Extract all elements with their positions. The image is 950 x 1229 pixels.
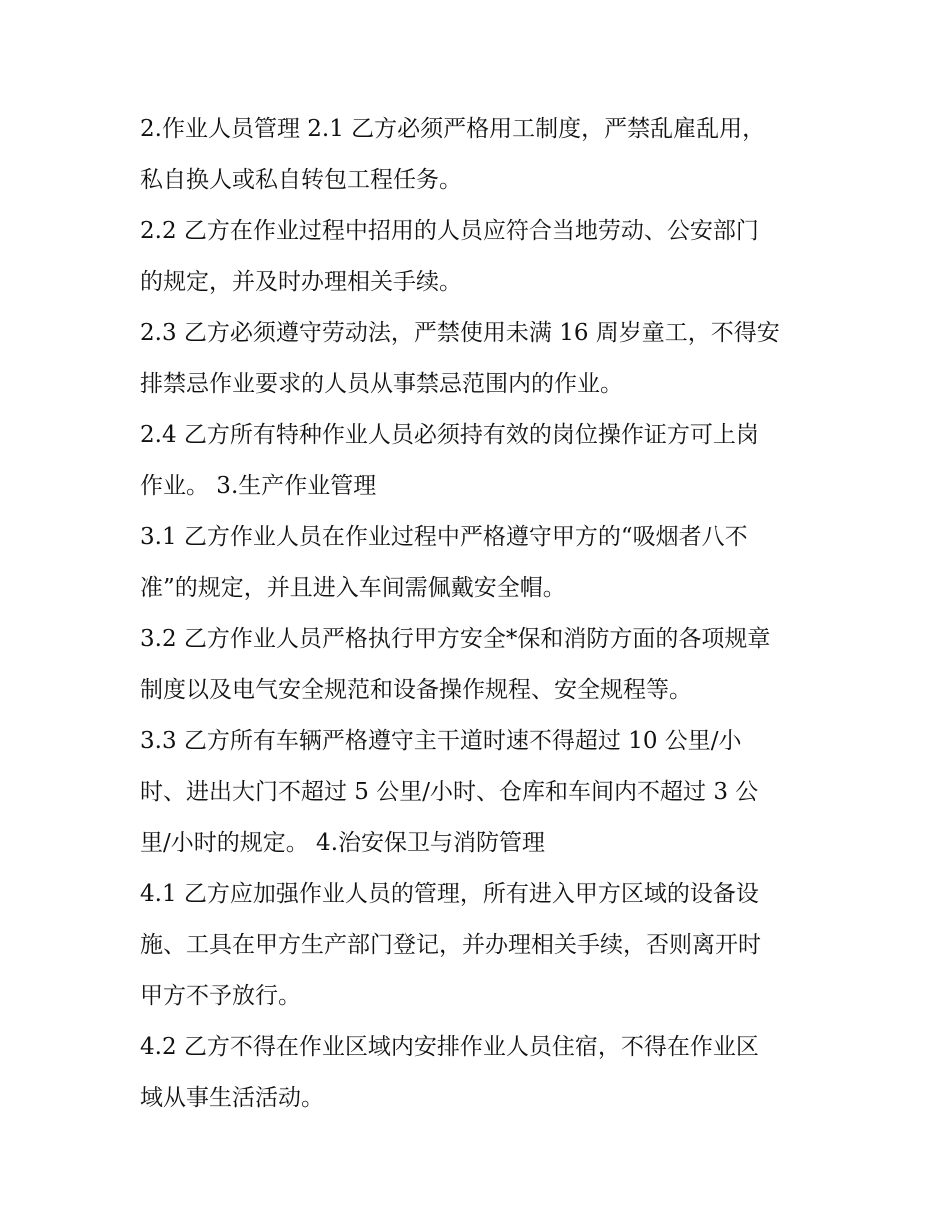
text-line: 4.2 乙方不得在作业区域内安排作业人员住宿，不得在作业区 [140, 1034, 759, 1060]
text-line: 域从事生活活动。 [140, 1085, 324, 1111]
text-line: 时、进出大门不超过 5 公里/小时、仓库和车间内不超过 3 公 [140, 779, 759, 805]
document-body [140, 104, 820, 1124]
text-line: 作业。 3.生产作业管理 [140, 473, 377, 499]
text-line: 甲方不予放行。 [140, 983, 301, 1009]
text-line: 私自换人或私自转包工程任务。 [140, 167, 462, 193]
text-line: 准”的规定，并且进入车间需佩戴安全帽。 [140, 575, 566, 601]
text-line: 3.1 乙方作业人员在作业过程中严格遵守甲方的“吸烟者八不 [140, 524, 748, 550]
text-line: 施、工具在甲方生产部门登记，并办理相关手续，否则离开时 [140, 932, 761, 958]
text-line: 里/小时的规定。 4.治安保卫与消防管理 [140, 830, 546, 856]
text-line: 排禁忌作业要求的人员从事禁忌范围内的作业。 [140, 371, 623, 397]
text-line: 2.作业人员管理 2.1 乙方必须严格用工制度，严禁乱雇乱用， [140, 116, 766, 142]
text-line: 2.4 乙方所有特种作业人员必须持有效的岗位操作证方可上岗 [140, 422, 759, 448]
text-line: 制度以及电气安全规范和设备操作规程、安全规程等。 [140, 677, 692, 703]
text-line: 的规定，并及时办理相关手续。 [140, 269, 462, 295]
text-line: 4.1 乙方应加强作业人员的管理，所有进入甲方区域的设备设 [140, 881, 759, 907]
text-line: 3.2 乙方作业人员严格执行甲方安全*保和消防方面的各项规章 [140, 626, 771, 652]
text-line: 3.3 乙方所有车辆严格遵守主干道时速不得超过 10 公里/小 [140, 728, 742, 754]
text-line: 2.2 乙方在作业过程中招用的人员应符合当地劳动、公安部门 [140, 218, 759, 244]
text-line: 2.3 乙方必须遵守劳动法，严禁使用未满 16 周岁童工，不得安 [140, 320, 780, 346]
